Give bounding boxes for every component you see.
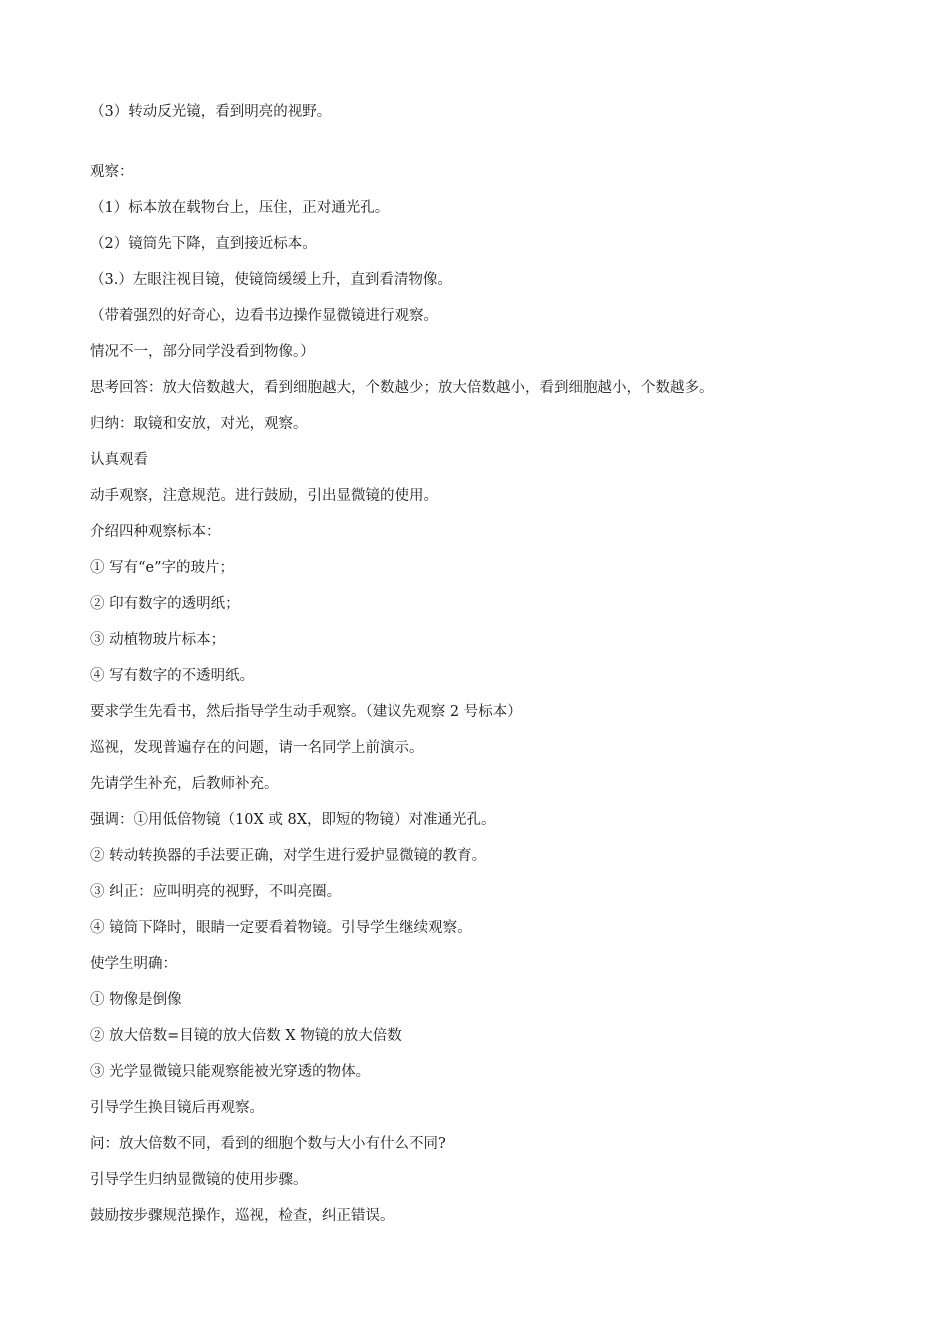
- text-line: （3）转动反光镜，看到明亮的视野。: [90, 104, 332, 120]
- text-line: 鼓励按步骤规范操作，巡视，检查，纠正错误。: [90, 1208, 395, 1224]
- text-line: 要求学生先看书，然后指导学生动手观察。（建议先观察 2 号标本）: [90, 704, 522, 720]
- list-item: ③ 纠正：应叫明亮的视野，不叫亮圈。: [90, 884, 342, 900]
- text-line: 引导学生换目镜后再观察。: [90, 1100, 264, 1116]
- list-item: ② 印有数字的透明纸；: [90, 596, 240, 612]
- list-item: ③ 动植物玻片标本；: [90, 632, 226, 648]
- text-line: （1）标本放在载物台上，压住，正对通光孔。: [90, 200, 390, 216]
- text-line: （2）镜筒先下降，直到接近标本。: [90, 236, 317, 252]
- list-item: ④ 镜筒下降时，眼睛一定要看着物镜。引导学生继续观察。: [90, 920, 472, 936]
- text-line: （3.）左眼注视目镜，使镜筒缓缓上升，直到看清物像。: [90, 272, 452, 288]
- text-line: （带着强烈的好奇心，边看书边操作显微镜进行观察。: [90, 308, 438, 324]
- text-line: 介绍四种观察标本：: [90, 524, 221, 540]
- text-line: 归纳：取镜和安放，对光，观察。: [90, 416, 308, 432]
- list-item: ① 物像是倒像: [90, 992, 182, 1008]
- text-line: 先请学生补充，后教师补充。: [90, 776, 279, 792]
- text-line: 使学生明确：: [90, 956, 177, 972]
- text-line: 问：放大倍数不同，看到的细胞个数与大小有什么不同?: [90, 1136, 446, 1152]
- list-item: ① 写有“e”字的玻片；: [90, 560, 235, 576]
- text-line: 动手观察，注意规范。进行鼓励，引出显微镜的使用。: [90, 488, 438, 504]
- list-item: ④ 写有数字的不透明纸。: [90, 668, 255, 684]
- section-heading: 观察：: [90, 164, 134, 180]
- text-line: 强调：①用低倍物镜（10X 或 8X，即短的物镜）对准通光孔。: [90, 812, 496, 828]
- list-item: ② 放大倍数=目镜的放大倍数 X 物镜的放大倍数: [90, 1028, 402, 1044]
- text-line: 认真观看: [90, 452, 148, 468]
- document-body: [90, 100, 870, 1240]
- text-line: 巡视，发现普遍存在的问题，请一名同学上前演示。: [90, 740, 424, 756]
- text-line: 思考回答：放大倍数越大，看到细胞越大，个数越少；放大倍数越小，看到细胞越小，个数越多。: [90, 380, 714, 396]
- text-line: 引导学生归纳显微镜的使用步骤。: [90, 1172, 308, 1188]
- list-item: ② 转动转换器的手法要正确，对学生进行爱护显微镜的教育。: [90, 848, 487, 864]
- text-line: 情况不一，部分同学没看到物像。）: [90, 344, 315, 360]
- list-item: ③ 光学显微镜只能观察能被光穿透的物体。: [90, 1064, 371, 1080]
